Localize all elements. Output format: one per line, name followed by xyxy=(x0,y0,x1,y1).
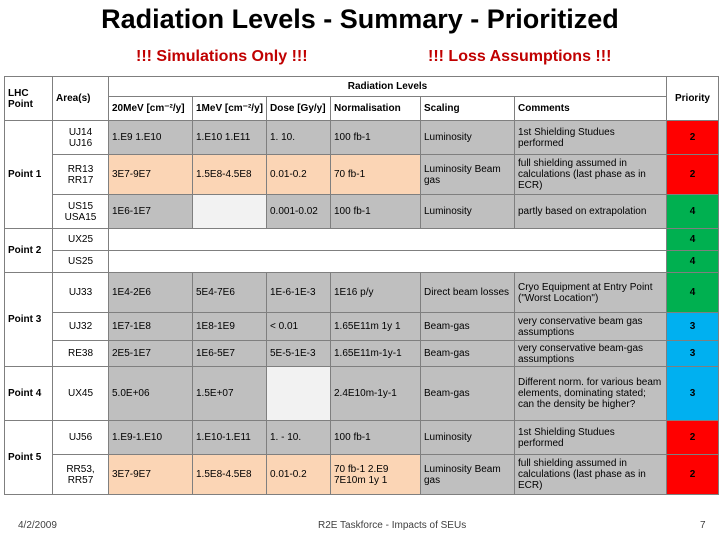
header-priority: Priority xyxy=(667,77,719,121)
table-row xyxy=(5,155,719,195)
header-20mev: 20MeV [cm⁻²/y] xyxy=(109,97,193,121)
comments-cell: 1st Shielding Studues performed xyxy=(515,121,667,155)
point-label: Point 2 xyxy=(5,229,53,273)
mev1-cell: 1.5E+07 xyxy=(193,367,267,421)
table-row xyxy=(5,313,719,341)
mev20-cell: 1.E9 1.E10 xyxy=(109,121,193,155)
header-comments: Comments xyxy=(515,97,667,121)
priority-cell: 3 xyxy=(667,341,719,367)
mev1-cell xyxy=(193,195,267,229)
radiation-table xyxy=(4,76,719,495)
norm-cell: 1.65E11m 1y 1 xyxy=(331,313,421,341)
footer-date: 4/2/2009 xyxy=(18,520,57,531)
scaling-cell: Luminosity Beam gas xyxy=(421,455,515,495)
priority-cell: 3 xyxy=(667,313,719,341)
area-cell: UX25 xyxy=(53,229,109,251)
norm-cell: 2.4E10m-1y-1 xyxy=(331,367,421,421)
table-row xyxy=(5,341,719,367)
mev20-cell: 1E7-1E8 xyxy=(109,313,193,341)
dose-cell: 1. 10. xyxy=(267,121,331,155)
dose-cell: 0.001-0.02 xyxy=(267,195,331,229)
norm-cell: 100 fb-1 xyxy=(331,121,421,155)
table-row xyxy=(5,455,719,495)
area-cell: UJ33 xyxy=(53,273,109,313)
header-lhc-point: LHC Point xyxy=(5,77,53,121)
empty-cell xyxy=(109,251,667,273)
area-cell: RR13 RR17 xyxy=(53,155,109,195)
priority-cell: 2 xyxy=(667,421,719,455)
table-row xyxy=(5,195,719,229)
comments-cell: very conservative beam-gas assumptions xyxy=(515,341,667,367)
dose-cell: 0.01-0.2 xyxy=(267,455,331,495)
dose-cell: 5E-5-1E-3 xyxy=(267,341,331,367)
mev1-cell: 1.5E8-4.5E8 xyxy=(193,455,267,495)
mev20-cell: 3E7-9E7 xyxy=(109,155,193,195)
mev1-cell: 1.E10-1.E11 xyxy=(193,421,267,455)
comments-cell: very conservative beam gas assumptions xyxy=(515,313,667,341)
scaling-cell: Luminosity xyxy=(421,421,515,455)
norm-cell: 1.65E11m-1y-1 xyxy=(331,341,421,367)
slide-title: Radiation Levels - Summary - Prioritized xyxy=(101,4,619,34)
scaling-cell: Luminosity Beam gas xyxy=(421,155,515,195)
point-label: Point 5 xyxy=(5,421,53,495)
header-scaling: Scaling xyxy=(421,97,515,121)
area-cell: US15 USA15 xyxy=(53,195,109,229)
norm-cell: 100 fb-1 xyxy=(331,195,421,229)
area-cell: UJ32 xyxy=(53,313,109,341)
dose-cell: 0.01-0.2 xyxy=(267,155,331,195)
footer-title: R2E Taskforce - Impacts of SEUs xyxy=(318,520,467,531)
priority-cell: 2 xyxy=(667,121,719,155)
comments-cell: Cryo Equipment at Entry Point ("Worst Location") xyxy=(515,273,667,313)
area-cell: RE38 xyxy=(53,341,109,367)
mev1-cell: 1E8-1E9 xyxy=(193,313,267,341)
priority-cell: 2 xyxy=(667,455,719,495)
table-row xyxy=(5,251,719,273)
mev20-cell: 5.0E+06 xyxy=(109,367,193,421)
comments-cell: Different norm. for various beam elements, dominating stated; can the density be higher? xyxy=(515,367,667,421)
norm-cell: 100 fb-1 xyxy=(331,421,421,455)
area-cell: UJ14 UJ16 xyxy=(53,121,109,155)
point-label: Point 1 xyxy=(5,121,53,229)
comments-cell: full shielding assumed in calculations (last phase as in ECR) xyxy=(515,155,667,195)
header-area: Area(s) xyxy=(53,77,109,121)
norm-cell: 1E16 p/y xyxy=(331,273,421,313)
mev1-cell: 1.5E8-4.5E8 xyxy=(193,155,267,195)
comments-cell: partly based on extrapolation xyxy=(515,195,667,229)
scaling-cell: Beam-gas xyxy=(421,367,515,421)
dose-cell: < 0.01 xyxy=(267,313,331,341)
mev20-cell: 1E6-1E7 xyxy=(109,195,193,229)
point-label: Point 3 xyxy=(5,273,53,367)
mev20-cell: 3E7-9E7 xyxy=(109,455,193,495)
subtitle-simulations: !!! Simulations Only !!! xyxy=(136,48,308,65)
table-row xyxy=(5,273,719,313)
table-row xyxy=(5,367,719,421)
table-row xyxy=(5,229,719,251)
mev20-cell: 2E5-1E7 xyxy=(109,341,193,367)
priority-cell: 4 xyxy=(667,195,719,229)
header-radiation-levels: Radiation Levels xyxy=(109,77,667,97)
mev1-cell: 1E6-5E7 xyxy=(193,341,267,367)
area-cell: UX45 xyxy=(53,367,109,421)
priority-cell: 2 xyxy=(667,155,719,195)
header-normalisation: Normalisation xyxy=(331,97,421,121)
mev1-cell: 1.E10 1.E11 xyxy=(193,121,267,155)
priority-cell: 4 xyxy=(667,229,719,251)
subtitle-loss-assumptions: !!! Loss Assumptions !!! xyxy=(428,48,612,65)
norm-cell: 70 fb-1 2.E9 7E10m 1y 1 xyxy=(331,455,421,495)
mev1-cell: 5E4-7E6 xyxy=(193,273,267,313)
scaling-cell: Beam-gas xyxy=(421,341,515,367)
comments-cell: 1st Shielding Studues performed xyxy=(515,421,667,455)
scaling-cell: Luminosity xyxy=(421,121,515,155)
mev20-cell: 1.E9-1.E10 xyxy=(109,421,193,455)
header-dose: Dose [Gy/y] xyxy=(267,97,331,121)
priority-cell: 3 xyxy=(667,367,719,421)
header-1mev: 1MeV [cm⁻²/y] xyxy=(193,97,267,121)
comments-cell: full shielding assumed in calculations (last phase as in ECR) xyxy=(515,455,667,495)
area-cell: RR53, RR57 xyxy=(53,455,109,495)
dose-cell: 1E-6-1E-3 xyxy=(267,273,331,313)
empty-cell xyxy=(109,229,667,251)
scaling-cell: Luminosity xyxy=(421,195,515,229)
scaling-cell: Beam-gas xyxy=(421,313,515,341)
priority-cell: 4 xyxy=(667,251,719,273)
priority-cell: 4 xyxy=(667,273,719,313)
table-row xyxy=(5,121,719,155)
scaling-cell: Direct beam losses xyxy=(421,273,515,313)
dose-cell: 1. - 10. xyxy=(267,421,331,455)
page-number: 7 xyxy=(700,520,706,531)
table-row xyxy=(5,421,719,455)
area-cell: UJ56 xyxy=(53,421,109,455)
dose-cell xyxy=(267,367,331,421)
norm-cell: 70 fb-1 xyxy=(331,155,421,195)
point-label: Point 4 xyxy=(5,367,53,421)
area-cell: US25 xyxy=(53,251,109,273)
mev20-cell: 1E4-2E6 xyxy=(109,273,193,313)
